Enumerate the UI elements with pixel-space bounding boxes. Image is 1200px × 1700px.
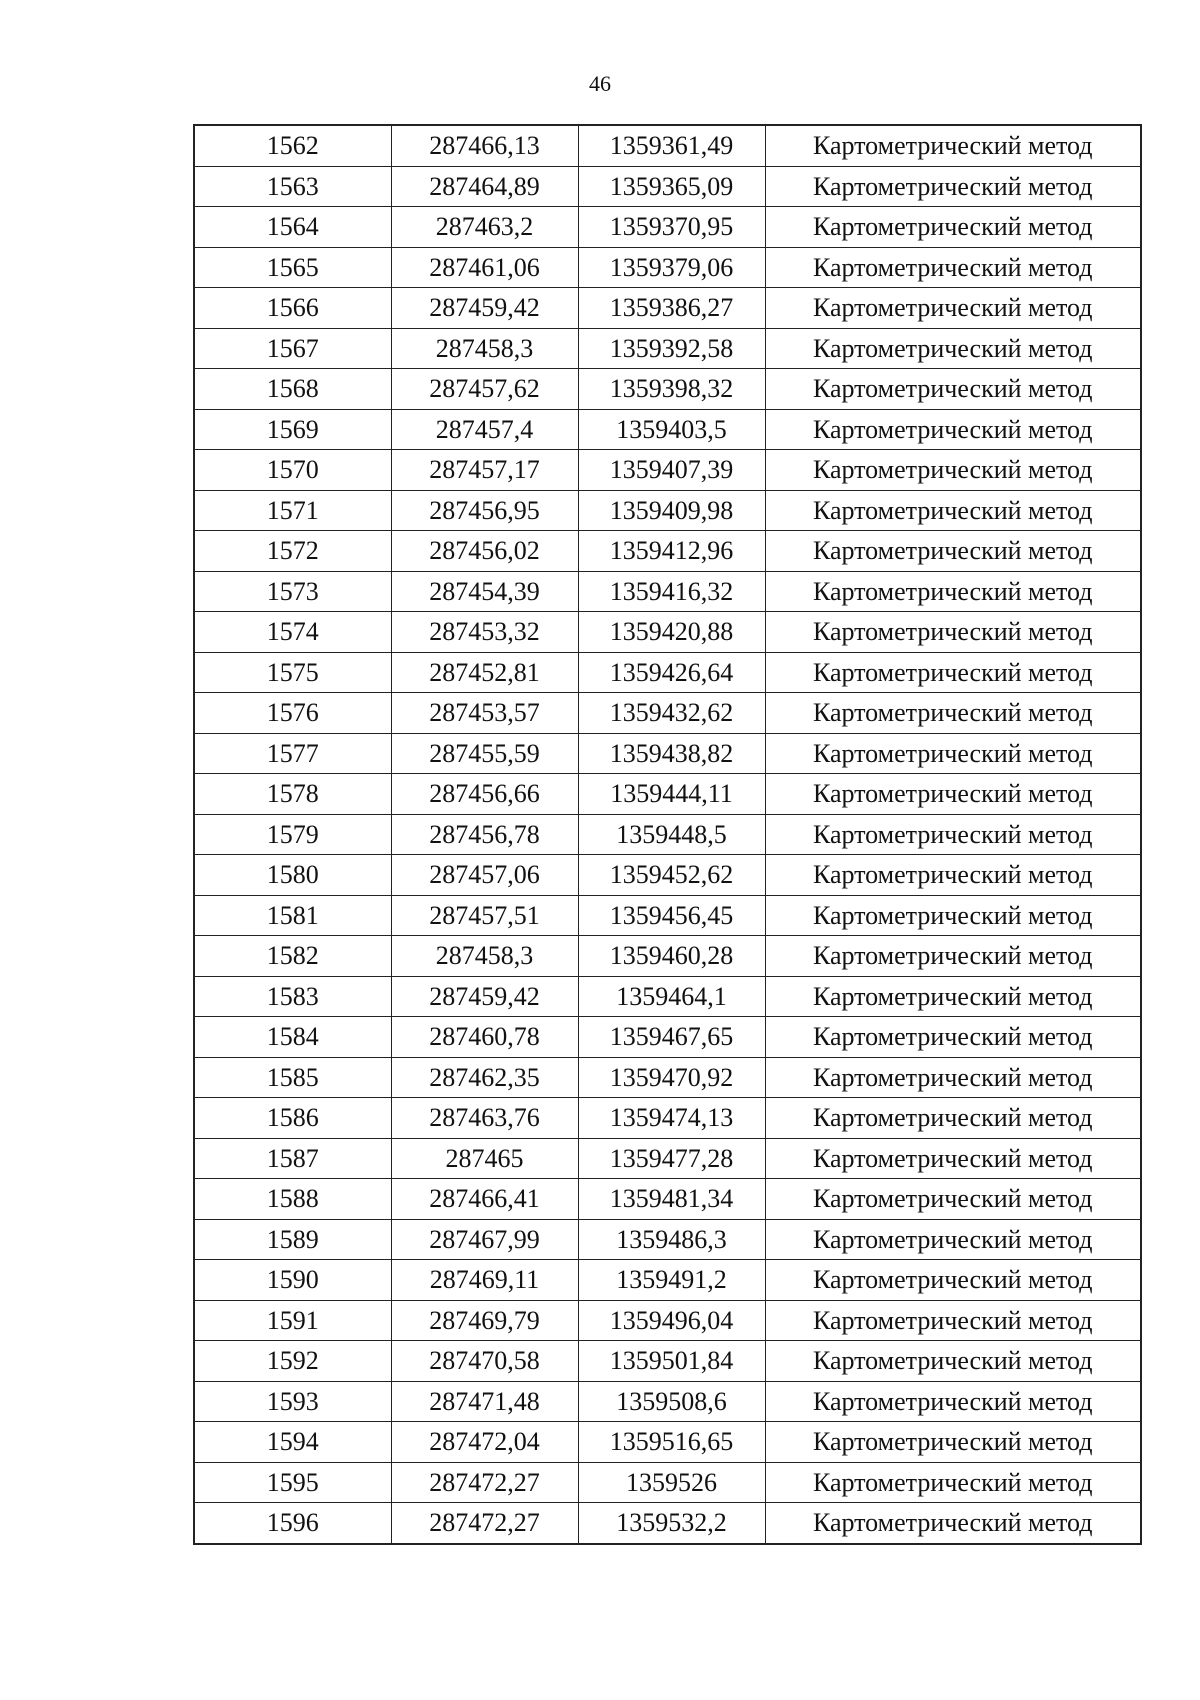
- point-number-cell: 1569: [194, 409, 391, 450]
- y-coordinate-cell: 1359464,1: [578, 976, 765, 1017]
- x-coordinate-cell: 287467,99: [391, 1219, 578, 1260]
- y-coordinate-cell: 1359501,84: [578, 1341, 765, 1382]
- method-cell: Картометрический метод: [765, 1341, 1141, 1382]
- y-coordinate-cell: 1359420,88: [578, 612, 765, 653]
- method-cell: Картометрический метод: [765, 1503, 1141, 1544]
- x-coordinate-cell: 287464,89: [391, 166, 578, 207]
- y-coordinate-cell: 1359477,28: [578, 1138, 765, 1179]
- table-row: [194, 450, 1141, 491]
- point-number-cell: 1596: [194, 1503, 391, 1544]
- method-cell: Картометрический метод: [765, 207, 1141, 248]
- x-coordinate-cell: 287471,48: [391, 1381, 578, 1422]
- method-cell: Картометрический метод: [765, 409, 1141, 450]
- table-row: [194, 490, 1141, 531]
- table-row: [194, 1138, 1141, 1179]
- point-number-cell: 1564: [194, 207, 391, 248]
- x-coordinate-cell: 287470,58: [391, 1341, 578, 1382]
- point-number-cell: 1591: [194, 1300, 391, 1341]
- method-cell: Картометрический метод: [765, 895, 1141, 936]
- y-coordinate-cell: 1359481,34: [578, 1179, 765, 1220]
- method-cell: Картометрический метод: [765, 1219, 1141, 1260]
- method-cell: Картометрический метод: [765, 328, 1141, 369]
- table-row: [194, 652, 1141, 693]
- x-coordinate-cell: 287472,04: [391, 1422, 578, 1463]
- table-row: [194, 733, 1141, 774]
- method-cell: Картометрический метод: [765, 936, 1141, 977]
- method-cell: Картометрический метод: [765, 531, 1141, 572]
- x-coordinate-cell: 287462,35: [391, 1057, 578, 1098]
- x-coordinate-cell: 287469,11: [391, 1260, 578, 1301]
- method-cell: Картометрический метод: [765, 814, 1141, 855]
- table-row: [194, 1422, 1141, 1463]
- point-number-cell: 1590: [194, 1260, 391, 1301]
- point-number-cell: 1585: [194, 1057, 391, 1098]
- y-coordinate-cell: 1359448,5: [578, 814, 765, 855]
- point-number-cell: 1579: [194, 814, 391, 855]
- method-cell: Картометрический метод: [765, 571, 1141, 612]
- table-row: [194, 1219, 1141, 1260]
- y-coordinate-cell: 1359467,65: [578, 1017, 765, 1058]
- y-coordinate-cell: 1359508,6: [578, 1381, 765, 1422]
- point-number-cell: 1571: [194, 490, 391, 531]
- x-coordinate-cell: 287457,4: [391, 409, 578, 450]
- table-row: [194, 1260, 1141, 1301]
- table-row: [194, 693, 1141, 734]
- x-coordinate-cell: 287457,17: [391, 450, 578, 491]
- table-row: [194, 1098, 1141, 1139]
- y-coordinate-cell: 1359409,98: [578, 490, 765, 531]
- method-cell: Картометрический метод: [765, 1017, 1141, 1058]
- table-row: [194, 409, 1141, 450]
- point-number-cell: 1589: [194, 1219, 391, 1260]
- y-coordinate-cell: 1359470,92: [578, 1057, 765, 1098]
- table-row: [194, 1017, 1141, 1058]
- x-coordinate-cell: 287466,13: [391, 125, 578, 166]
- y-coordinate-cell: 1359516,65: [578, 1422, 765, 1463]
- x-coordinate-cell: 287472,27: [391, 1503, 578, 1544]
- x-coordinate-cell: 287456,95: [391, 490, 578, 531]
- table-row: [194, 1381, 1141, 1422]
- x-coordinate-cell: 287453,57: [391, 693, 578, 734]
- x-coordinate-cell: 287453,32: [391, 612, 578, 653]
- table-row: [194, 936, 1141, 977]
- table-row: [194, 612, 1141, 653]
- point-number-cell: 1574: [194, 612, 391, 653]
- y-coordinate-cell: 1359452,62: [578, 855, 765, 896]
- x-coordinate-cell: 287472,27: [391, 1462, 578, 1503]
- method-cell: Картометрический метод: [765, 288, 1141, 329]
- point-number-cell: 1578: [194, 774, 391, 815]
- method-cell: Картометрический метод: [765, 1422, 1141, 1463]
- x-coordinate-cell: 287463,76: [391, 1098, 578, 1139]
- x-coordinate-cell: 287461,06: [391, 247, 578, 288]
- table-row: [194, 1300, 1141, 1341]
- y-coordinate-cell: 1359438,82: [578, 733, 765, 774]
- table-row: [194, 369, 1141, 410]
- page-number: 46: [589, 71, 611, 96]
- method-cell: Картометрический метод: [765, 166, 1141, 207]
- point-number-cell: 1592: [194, 1341, 391, 1382]
- point-number-cell: 1583: [194, 976, 391, 1017]
- method-cell: Картометрический метод: [765, 1260, 1141, 1301]
- table-row: [194, 125, 1141, 166]
- point-number-cell: 1573: [194, 571, 391, 612]
- table-row: [194, 247, 1141, 288]
- method-cell: Картометрический метод: [765, 1381, 1141, 1422]
- method-cell: Картометрический метод: [765, 1057, 1141, 1098]
- y-coordinate-cell: 1359456,45: [578, 895, 765, 936]
- x-coordinate-cell: 287456,02: [391, 531, 578, 572]
- y-coordinate-cell: 1359392,58: [578, 328, 765, 369]
- y-coordinate-cell: 1359370,95: [578, 207, 765, 248]
- y-coordinate-cell: 1359403,5: [578, 409, 765, 450]
- y-coordinate-cell: 1359491,2: [578, 1260, 765, 1301]
- x-coordinate-cell: 287457,51: [391, 895, 578, 936]
- point-number-cell: 1566: [194, 288, 391, 329]
- table-row: [194, 531, 1141, 572]
- method-cell: Картометрический метод: [765, 774, 1141, 815]
- point-number-cell: 1586: [194, 1098, 391, 1139]
- y-coordinate-cell: 1359474,13: [578, 1098, 765, 1139]
- point-number-cell: 1580: [194, 855, 391, 896]
- method-cell: Картометрический метод: [765, 1098, 1141, 1139]
- method-cell: Картометрический метод: [765, 369, 1141, 410]
- table-row: [194, 774, 1141, 815]
- x-coordinate-cell: 287466,41: [391, 1179, 578, 1220]
- method-cell: Картометрический метод: [765, 1462, 1141, 1503]
- y-coordinate-cell: 1359532,2: [578, 1503, 765, 1544]
- y-coordinate-cell: 1359365,09: [578, 166, 765, 207]
- table-row: [194, 1179, 1141, 1220]
- point-number-cell: 1582: [194, 936, 391, 977]
- x-coordinate-cell: 287460,78: [391, 1017, 578, 1058]
- coordinates-table-body: [194, 125, 1141, 1544]
- point-number-cell: 1594: [194, 1422, 391, 1463]
- table-row: [194, 288, 1141, 329]
- table-row: [194, 328, 1141, 369]
- table-row: [194, 855, 1141, 896]
- table-row: [194, 895, 1141, 936]
- y-coordinate-cell: 1359398,32: [578, 369, 765, 410]
- x-coordinate-cell: 287463,2: [391, 207, 578, 248]
- point-number-cell: 1575: [194, 652, 391, 693]
- point-number-cell: 1562: [194, 125, 391, 166]
- y-coordinate-cell: 1359361,49: [578, 125, 765, 166]
- x-coordinate-cell: 287457,62: [391, 369, 578, 410]
- y-coordinate-cell: 1359432,62: [578, 693, 765, 734]
- method-cell: Картометрический метод: [765, 247, 1141, 288]
- method-cell: Картометрический метод: [765, 612, 1141, 653]
- point-number-cell: 1593: [194, 1381, 391, 1422]
- x-coordinate-cell: 287457,06: [391, 855, 578, 896]
- method-cell: Картометрический метод: [765, 652, 1141, 693]
- point-number-cell: 1572: [194, 531, 391, 572]
- x-coordinate-cell: 287458,3: [391, 936, 578, 977]
- table-row: [194, 207, 1141, 248]
- x-coordinate-cell: 287452,81: [391, 652, 578, 693]
- point-number-cell: 1588: [194, 1179, 391, 1220]
- x-coordinate-cell: 287459,42: [391, 976, 578, 1017]
- table-row: [194, 1503, 1141, 1544]
- point-number-cell: 1576: [194, 693, 391, 734]
- y-coordinate-cell: 1359407,39: [578, 450, 765, 491]
- y-coordinate-cell: 1359426,64: [578, 652, 765, 693]
- x-coordinate-cell: 287469,79: [391, 1300, 578, 1341]
- x-coordinate-cell: 287454,39: [391, 571, 578, 612]
- table-row: [194, 1341, 1141, 1382]
- point-number-cell: 1581: [194, 895, 391, 936]
- y-coordinate-cell: 1359486,3: [578, 1219, 765, 1260]
- point-number-cell: 1584: [194, 1017, 391, 1058]
- y-coordinate-cell: 1359444,11: [578, 774, 765, 815]
- point-number-cell: 1568: [194, 369, 391, 410]
- x-coordinate-cell: 287458,3: [391, 328, 578, 369]
- coordinates-table: [193, 124, 1142, 1545]
- method-cell: Картометрический метод: [765, 450, 1141, 491]
- y-coordinate-cell: 1359460,28: [578, 936, 765, 977]
- y-coordinate-cell: 1359496,04: [578, 1300, 765, 1341]
- y-coordinate-cell: 1359416,32: [578, 571, 765, 612]
- table-row: [194, 1057, 1141, 1098]
- method-cell: Картометрический метод: [765, 1179, 1141, 1220]
- x-coordinate-cell: 287456,78: [391, 814, 578, 855]
- point-number-cell: 1567: [194, 328, 391, 369]
- method-cell: Картометрический метод: [765, 1138, 1141, 1179]
- method-cell: Картометрический метод: [765, 125, 1141, 166]
- y-coordinate-cell: 1359412,96: [578, 531, 765, 572]
- table-row: [194, 166, 1141, 207]
- method-cell: Картометрический метод: [765, 490, 1141, 531]
- point-number-cell: 1595: [194, 1462, 391, 1503]
- y-coordinate-cell: 1359379,06: [578, 247, 765, 288]
- table-row: [194, 976, 1141, 1017]
- method-cell: Картометрический метод: [765, 1300, 1141, 1341]
- method-cell: Картометрический метод: [765, 855, 1141, 896]
- method-cell: Картометрический метод: [765, 976, 1141, 1017]
- x-coordinate-cell: 287459,42: [391, 288, 578, 329]
- y-coordinate-cell: 1359386,27: [578, 288, 765, 329]
- point-number-cell: 1587: [194, 1138, 391, 1179]
- y-coordinate-cell: 1359526: [578, 1462, 765, 1503]
- table-row: [194, 814, 1141, 855]
- x-coordinate-cell: 287455,59: [391, 733, 578, 774]
- method-cell: Картометрический метод: [765, 733, 1141, 774]
- point-number-cell: 1577: [194, 733, 391, 774]
- method-cell: Картометрический метод: [765, 693, 1141, 734]
- x-coordinate-cell: 287456,66: [391, 774, 578, 815]
- table-row: [194, 571, 1141, 612]
- point-number-cell: 1563: [194, 166, 391, 207]
- point-number-cell: 1570: [194, 450, 391, 491]
- x-coordinate-cell: 287465: [391, 1138, 578, 1179]
- point-number-cell: 1565: [194, 247, 391, 288]
- table-row: [194, 1462, 1141, 1503]
